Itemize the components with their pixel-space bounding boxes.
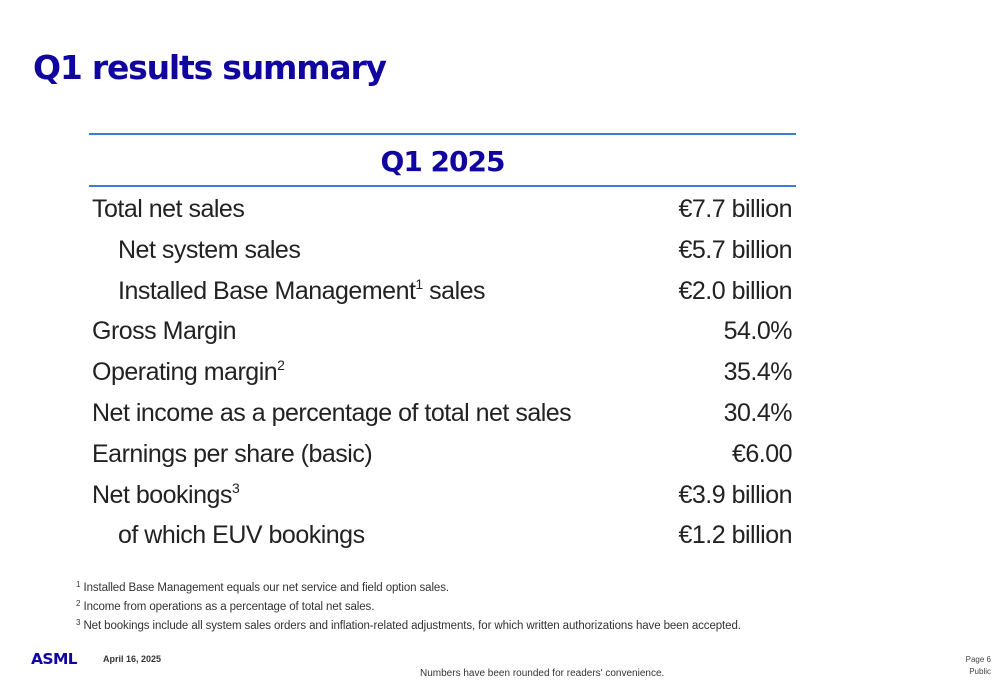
footnotes: [76, 579, 741, 636]
table-rows: [89, 187, 796, 556]
row-label-group: [89, 475, 239, 515]
asml-logo: [31, 647, 77, 669]
row-label: Gross Margin: [92, 317, 237, 346]
footnote-marker: 3: [76, 618, 81, 627]
period-header: Q1 2025: [380, 145, 505, 178]
table-row-total-net-sales: [89, 189, 796, 230]
footnote-marker: 1: [415, 275, 423, 292]
footnote-3: [76, 617, 741, 636]
row-label: Earnings per share (basic): [92, 439, 373, 468]
table-row-net-income-percentage: [89, 393, 796, 434]
row-value: €2.0 billion: [678, 276, 792, 305]
asml-logo-text: ASML: [31, 650, 77, 668]
row-label: of which EUV bookings: [118, 521, 365, 550]
row-label-group: [89, 352, 284, 392]
row-value: €6.00: [731, 439, 792, 468]
rounding-note: Numbers have been rounded for readers' convenience.: [420, 668, 665, 679]
row-value: €3.9 billion: [678, 480, 792, 509]
results-table: [89, 133, 796, 556]
footnote-text: Net bookings include all system sales orders and inflation-related adjustments, for which written authorizations have been accepted.: [83, 620, 741, 632]
table-row-net-system-sales: [89, 230, 796, 271]
slide-title: Q1 results summary: [33, 48, 386, 87]
row-value: €1.2 billion: [678, 521, 792, 550]
footnote-1: [76, 579, 741, 598]
footnote-2: [76, 598, 741, 617]
table-row-gross-margin: [89, 311, 796, 352]
footnote-text: Installed Base Management equals our net service and field option sales.: [83, 582, 449, 594]
row-label: Net income as a percentage of total net sales: [92, 398, 572, 427]
table-row-operating-margin: [89, 352, 796, 393]
footnote-marker: 2: [76, 599, 81, 608]
presentation-date: April 16, 2025: [103, 654, 162, 664]
footnote-marker: 2: [277, 357, 285, 374]
row-value: 35.4%: [723, 358, 792, 387]
row-value: 30.4%: [723, 398, 792, 427]
row-label-suffix: sales: [422, 276, 486, 305]
row-label: Installed Base Management: [118, 276, 416, 305]
row-value: €7.7 billion: [678, 195, 792, 223]
table-row-earnings-per-share: [89, 434, 796, 475]
footnote-marker: 3: [231, 479, 240, 496]
row-value: 54.0%: [723, 317, 792, 346]
row-label: Net system sales: [118, 235, 301, 264]
classification-label: Public: [969, 667, 991, 676]
row-value: €5.7 billion: [678, 235, 792, 264]
footnote-marker: 1: [76, 580, 81, 589]
row-label: Operating margin: [92, 358, 278, 387]
table-row-installed-base-management-sales: [89, 271, 796, 312]
row-label-group: [89, 271, 485, 311]
row-label: Total net sales: [92, 195, 245, 223]
table-row-net-bookings: [89, 475, 796, 516]
page-number: Page 6: [965, 655, 991, 664]
row-label: Net bookings: [92, 480, 232, 509]
table-row-euv-bookings: [89, 515, 796, 556]
footnote-text: Income from operations as a percentage of total net sales.: [83, 601, 375, 613]
